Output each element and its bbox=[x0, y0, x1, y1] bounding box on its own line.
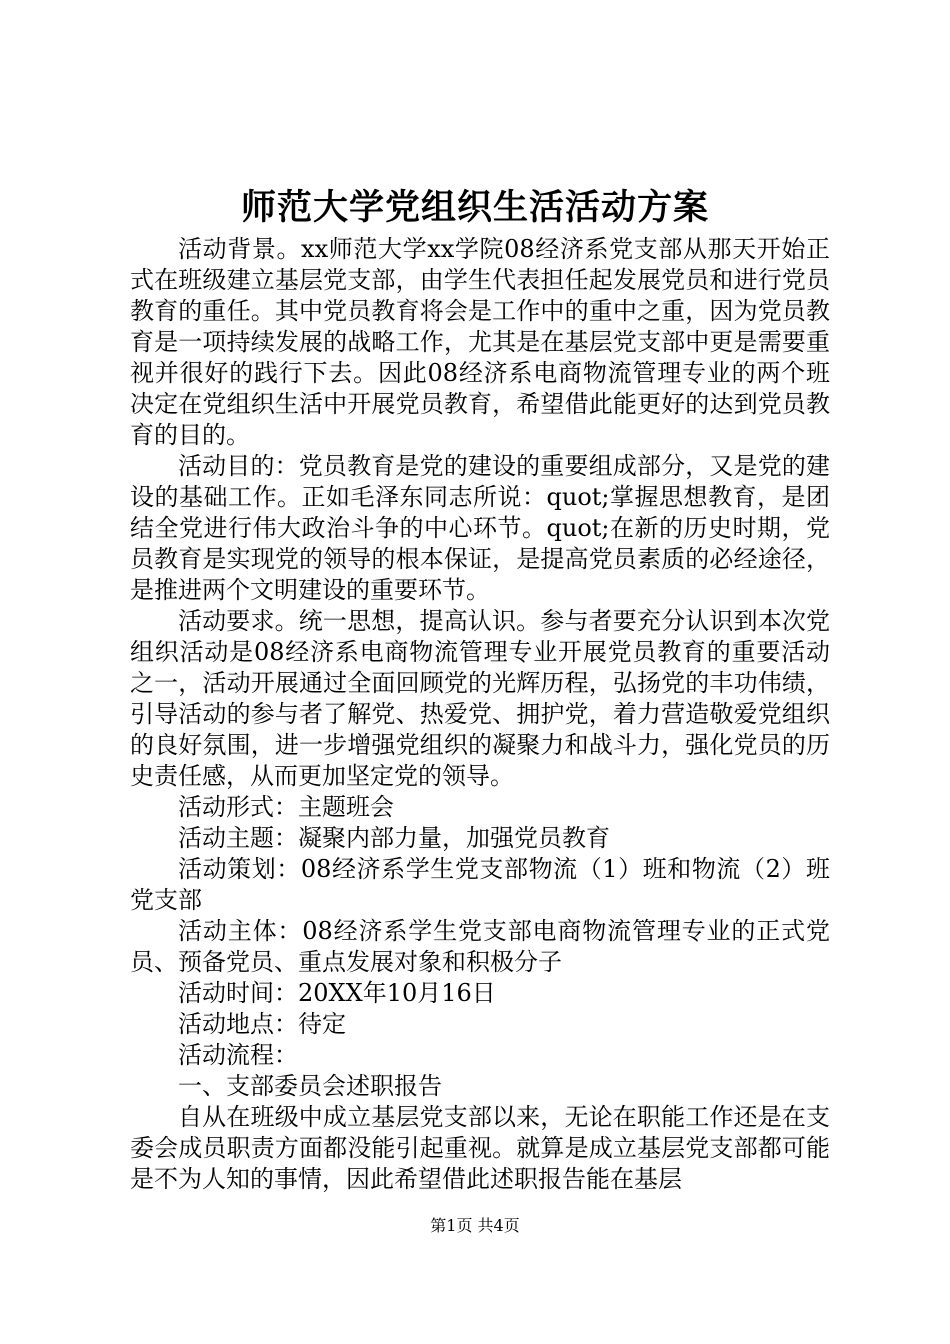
page-number-footer: 第1页 共4页 bbox=[430, 1216, 520, 1235]
section-heading-report: 一、支部委员会述职报告 bbox=[178, 1072, 442, 1100]
paragraph-requirements: 活动要求。统一思想，提高认识。参与者要充分认识到本次党组织活动是08经济系电商物流管理专业开展党员教育的重要活动之一，活动开展通过全面回顾党的光辉历程，弘扬党的丰功伟绩，引导活动的参与者了解党、热爱党、拥护党，着力营造敬爱党组织的良好氛围，进一步增强党组织的凝聚力和战斗力，强化党员的历史责任感，从而更加坚定党的领导。 bbox=[130, 607, 830, 790]
paragraph-report: 自从在班级中成立基层党支部以来，无论在职能工作还是在支委会成员职责方面都没能引起重视。就算是成立基层党支部都可能是不为人知的事情，因此希望借此述职报告能在基层 bbox=[130, 1103, 830, 1193]
paragraph-time: 活动时间：20XX年10月16日 bbox=[178, 979, 496, 1007]
paragraph-location: 活动地点：待定 bbox=[178, 1010, 346, 1038]
paragraph-theme: 活动主题：凝聚内部力量，加强党员教育 bbox=[178, 824, 610, 852]
paragraph-process: 活动流程： bbox=[178, 1041, 298, 1069]
paragraph-planning: 活动策划：08经济系学生党支部物流（1）班和物流（2）班党支部 bbox=[130, 855, 830, 914]
paragraph-form: 活动形式：主题班会 bbox=[178, 793, 394, 821]
paragraph-background: 活动背景。xx师范大学xx学院08经济系党支部从那天开始正式在班级建立基层党支部，由学生代表担任起发展党员和进行党员教育的重任。其中党员教育将会是工作中的重中之重，因为党员教育是一项持续发展的战略工作，尤其是在基层党支部中更是需要重视并很好的践行下去。因此08经济系电商物流管理专业的两个班决定在党组织生活中开展党员教育，希望借此能更好的达到党员教育的目的。 bbox=[130, 235, 830, 449]
paragraph-purpose: 活动目的：党员教育是党的建设的重要组成部分，又是党的建设的基础工作。正如毛泽东同志所说：quot;掌握思想教育，是团结全党进行伟大政治斗争的中心环节。quot;在新的历史时期，党员教育是实现党的领导的根本保证，是提高党员素质的必经途径，是推进两个文明建设的重要环节。 bbox=[130, 452, 830, 604]
document-body bbox=[130, 234, 830, 1195]
document-title: 师范大学党组织生活活动方案 bbox=[240, 187, 709, 228]
paragraph-participants: 活动主体：08经济系学生党支部电商物流管理专业的正式党员、预备党员、重点发展对象和积极分子 bbox=[130, 917, 830, 976]
